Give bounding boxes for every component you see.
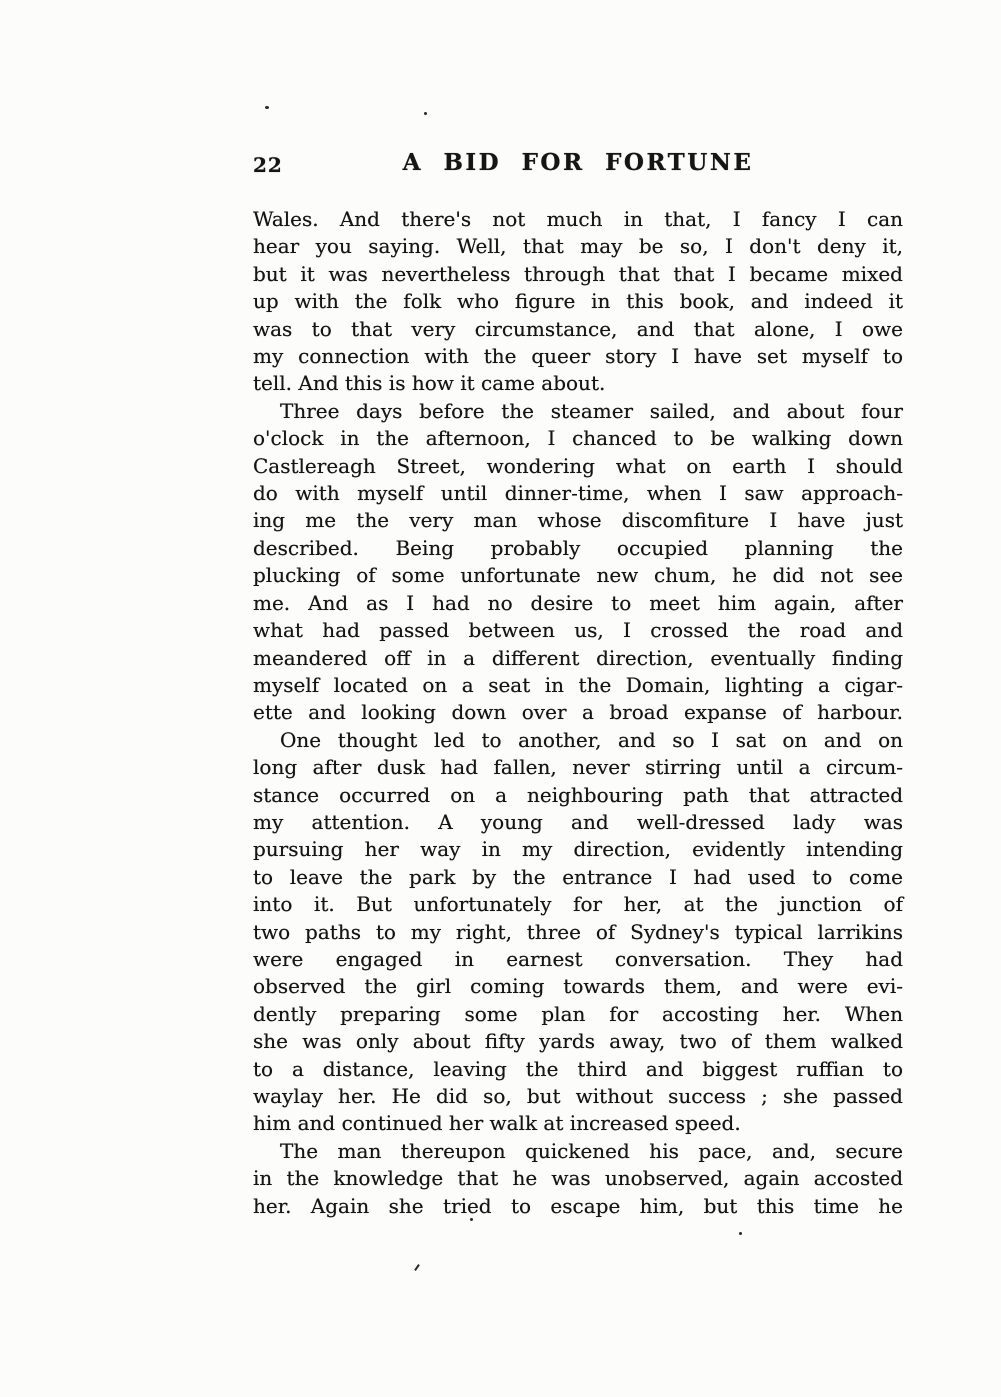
text-line: her. Again she tried to escape him, but this time he	[253, 1193, 903, 1218]
scan-speck	[265, 106, 269, 109]
page-body	[253, 206, 903, 1220]
text-line: stance occurred on a neighbouring path that attracted	[253, 782, 903, 807]
text-line: waylay her. He did so, but without success ; she passed	[253, 1084, 903, 1108]
paragraph	[253, 206, 903, 398]
text-line: ette and looking down over a broad expanse of harbour.	[253, 700, 903, 725]
text-line: but it was nevertheless through that that I became mixed	[253, 261, 903, 286]
text-line: up with the folk who figure in this book, and indeed it	[253, 289, 903, 314]
text-line: do with myself until dinner-time, when I saw approach-	[253, 481, 903, 506]
text-line: pursuing her way in my direction, evidently intending	[253, 837, 903, 862]
scan-speck	[470, 1218, 473, 1221]
paragraph	[253, 727, 903, 1138]
text-line: Castlereagh Street, wondering what on earth I should	[253, 453, 903, 478]
text-line: One thought led to another, and so I sat on and on	[280, 727, 903, 752]
text-line: was to that very circumstance, and that alone, I owe	[253, 316, 903, 341]
running-title: A BID FOR FORTUNE	[402, 149, 754, 176]
text-line: dently preparing some plan for accosting her. When	[253, 1001, 903, 1026]
text-line: him and continued her walk at increased speed.	[253, 1111, 741, 1136]
scan-speck	[739, 1232, 742, 1235]
text-line: she was only about fifty yards away, two of them walked	[253, 1029, 903, 1054]
text-line: two paths to my right, three of Sydney's typical larrikins	[253, 919, 903, 944]
text-line: The man thereupon quickened his pace, and, secure	[280, 1138, 903, 1163]
text-line: myself located on a seat in the Domain, lighting a cigar-	[253, 672, 903, 697]
text-line: hear you saying. Well, that may be so, I don't deny it,	[253, 234, 903, 259]
text-line: my attention. A young and well-dressed lady was	[253, 809, 903, 834]
text-line: o'clock in the afternoon, I chanced to be walking down	[253, 426, 903, 451]
paragraph	[253, 1138, 903, 1220]
scan-speck	[414, 1264, 420, 1271]
text-line: Three days before the steamer sailed, and about four	[280, 398, 903, 423]
text-line: what had passed between us, I crossed the road and	[253, 618, 903, 643]
page-number: 22	[253, 153, 283, 177]
text-line: into it. But unfortunately for her, at the junction of	[253, 892, 903, 917]
text-line: in the knowledge that he was unobserved, again accosted	[253, 1166, 903, 1191]
text-line: ing me the very man whose discomfiture I have just	[253, 508, 903, 533]
text-line: plucking of some unfortunate new chum, he did not see	[253, 563, 903, 588]
text-line: Wales. And there's not much in that, I fancy I can	[253, 207, 903, 231]
text-line: to leave the park by the entrance I had used to come	[253, 864, 903, 889]
text-line: were engaged in earnest conversation. They had	[253, 946, 903, 971]
text-line: to a distance, leaving the third and biggest ruffian to	[253, 1056, 903, 1081]
text-line: meandered off in a different direction, eventually finding	[253, 645, 903, 670]
text-line: my connection with the queer story I have set myself to	[253, 344, 903, 369]
text-line: tell. And this is how it came about.	[253, 371, 606, 396]
text-line: long after dusk had fallen, never stirring until a circum-	[253, 755, 903, 780]
paragraph	[253, 398, 903, 727]
scan-speck	[424, 112, 427, 115]
text-line: described. Being probably occupied planning the	[253, 535, 903, 560]
text-line: observed the girl coming towards them, and were evi-	[253, 974, 903, 999]
page-header	[253, 149, 903, 176]
text-line: me. And as I had no desire to meet him again, after	[253, 590, 903, 615]
